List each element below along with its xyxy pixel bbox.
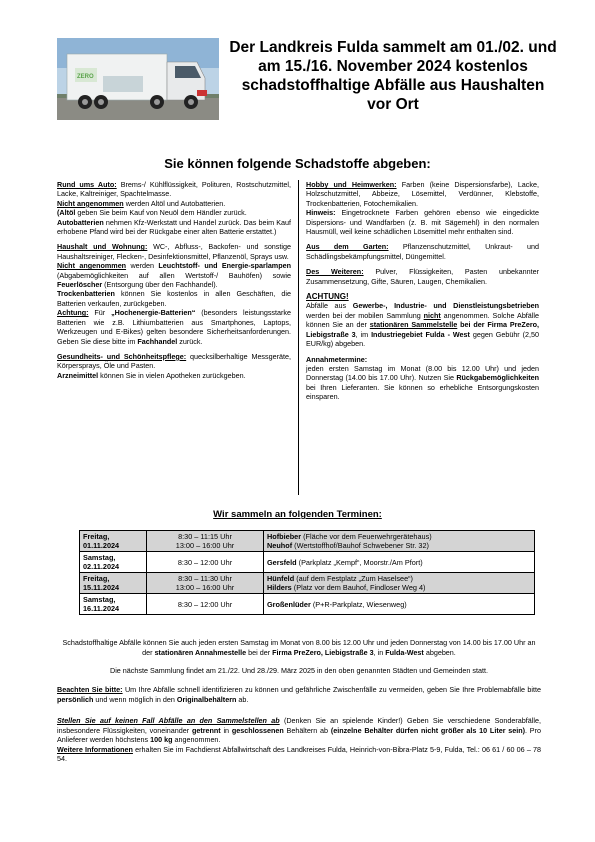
- schedule-time: [147, 531, 264, 552]
- left-column: [57, 180, 291, 380]
- schedule-date: [80, 594, 147, 615]
- achtung-heading: ACHTUNG!: [306, 292, 349, 302]
- schedule-place-name: Hilders: [267, 583, 292, 592]
- arznei-paragraph: [57, 371, 291, 380]
- truck-logo-text: ZERO: [77, 74, 94, 80]
- auto-note: [57, 208, 291, 236]
- schedule-time: [147, 594, 264, 615]
- bottom-p1-5: , in: [373, 647, 386, 657]
- schedule-place: [264, 552, 535, 573]
- stellen-3: in: [220, 725, 232, 735]
- schedule-place-detail: (auf dem Festplatz „Zum Haselsee“): [294, 574, 413, 583]
- schedule-date-value: 16.11.2024: [83, 604, 120, 613]
- bottom-p1-4: Firma PreZero, Liebigstraße 3: [272, 647, 374, 657]
- bottom-paragraph-2: [57, 666, 541, 676]
- stellen-label: Stellen Sie auf keinen Fall Abfälle an den Sammelstellen ab: [57, 716, 280, 725]
- auto-paragraph: [57, 180, 291, 199]
- schedule-time-value: 13:00 – 16:00 Uhr: [175, 541, 235, 550]
- hinweis-label: Hinweis:: [306, 208, 336, 218]
- weiteres-paragraph: [306, 267, 539, 286]
- schedule-time: [147, 573, 264, 594]
- hobby-label: Hobby und Heimwerken:: [306, 180, 397, 189]
- schedule-place: [264, 573, 535, 594]
- hinweis-paragraph: [306, 208, 539, 236]
- schedule-date-value: 15.11.2024: [83, 583, 120, 592]
- haus-no-label: Nicht angenommen: [57, 261, 127, 271]
- truck-photo: [57, 38, 219, 120]
- bottom-p1-7: abgeben.: [423, 647, 456, 657]
- schedule-row: [80, 531, 535, 552]
- schedule-place-name: Hofbieber: [267, 532, 302, 541]
- achtung-head: [306, 292, 539, 301]
- annahme-text-3: bei Ihren Lieferanten. Sie können so erhebliche Entsorgungskosten einsparen.: [306, 382, 539, 402]
- haus-text: WC-, Abfluss-, Backofen- und sonstige Haushaltsreiniger, Flecken-, Desinfektionsmittel, Pflanzenöl, Sprays usw.: [57, 242, 291, 261]
- schedule-time-value: 8:30 – 11:30 Uhr: [178, 574, 232, 583]
- arznei-text: können Sie in vielen Apotheken zurückgeben.: [98, 370, 246, 380]
- gesund-label: Gesundheits- und Schönheitspflege:: [57, 351, 187, 361]
- haus-paragraph: [57, 242, 291, 261]
- beachten-2: persönlich: [57, 694, 94, 704]
- auto-note-4: nehmen Kfz-Werkstatt und Handel zurück. Das beim Kauf erhobene Pfand wird bei der Rückgabe einer alten Batterie erstattet.): [57, 217, 291, 237]
- beachten-1: Um Ihre Abfälle schnell identifizieren zu können und gefährliche Zwischenfälle zu vermeiden, geben Sie Ihre Problemabfälle bitte: [122, 685, 541, 694]
- achtung-text-1: Für: [88, 308, 112, 318]
- stellen-1: (Denken Sie an spielende Kinder!) Geben Sie verschiedene Sonderabfälle, insbesondere Flüssigkeiten, voneinander: [57, 716, 541, 735]
- commercial-text-9: Industriegebiet Fulda - West: [371, 329, 470, 339]
- bottom-paragraph-4: [57, 716, 541, 764]
- gesund-text: quecksilberhaltige Messgeräte, Körpersprays, Öle und Pasten.: [57, 351, 291, 371]
- achtung-paragraph: [57, 308, 291, 346]
- commercial-text-2: Gewerbe-, Industrie- und Dienstleistungsbetrieben: [352, 301, 540, 311]
- schedule-day: Freitag,: [83, 574, 110, 583]
- haus-no-text-5: (Entsorgung über den Fachhandel).: [102, 280, 218, 290]
- batt-paragraph: [57, 289, 291, 308]
- beachten-3: und wenn möglich in den: [93, 694, 177, 704]
- arznei-label: Arzneimittel: [57, 370, 99, 380]
- schedule-date: [80, 573, 147, 594]
- schedule-time-value: 13:00 – 16:00 Uhr: [175, 583, 235, 592]
- right-column: [306, 180, 539, 402]
- schedule-date: [80, 531, 147, 552]
- schedule-row: [80, 594, 535, 615]
- achtung-text-3: (besonders leistungsstarke Batterien wie z.B. Lithiumbatterien aus Smartphones, Laptops, Werkzeugen und E-Bikes) gelten besondere Sicherheitsanforderungen. Geben Sie diese bitte im: [57, 308, 291, 346]
- next-collection: Die nächste Sammlung findet am 21./22. Und 28./29. März 2025 in den oben genannten Städten und Gemeinden statt.: [110, 666, 488, 675]
- garten-label: Aus dem Garten:: [306, 242, 389, 252]
- bottom-p1-1: Schadstoffhaltige Abfälle können Sie auch jeden ersten Samstag im Monat von 8.00 bis 12.00 Uhr und jeden Donnerstag von 14.00 bis 17.00 Uhr an der: [62, 638, 536, 657]
- batt-label: Trockenbatterien: [57, 289, 115, 299]
- schedule-place-detail: (Wertstoffhof/Bauhof Schwebener Str. 32): [292, 541, 429, 550]
- schedule-date-value: 02.11.2024: [83, 562, 120, 571]
- schedule-place: [264, 594, 535, 615]
- schedule-place-detail: (P+R-Parkplatz, Wiesenweg): [310, 599, 407, 609]
- beachten-5: ab.: [236, 694, 249, 704]
- weiteres-label: Des Weiteren:: [306, 267, 364, 277]
- stellen-7: . Pro Anlieferer werden höchstens: [57, 725, 541, 745]
- page-title: Der Landkreis Fulda sammelt am 01./02. und am 15./16. November 2024 kostenlos schadstoffhaltige Abfälle aus Haushalten vor Ort: [229, 39, 557, 113]
- beachten-label: Beachten Sie bitte:: [57, 685, 123, 694]
- beachten-4: Originalbehältern: [176, 694, 237, 704]
- commercial-text-7: bei der Firma PreZero, Liebigstraße 3: [306, 320, 539, 339]
- stellen-9: angenommen.: [172, 735, 221, 745]
- schedule-date: [80, 552, 147, 573]
- bottom-paragraph-3: [57, 685, 541, 704]
- haus-no-text-1: werden: [126, 261, 159, 271]
- section-subtitle: Sie können folgende Schadstoffe abgeben:: [164, 156, 431, 171]
- auto-note-1: (Altöl: [57, 208, 76, 218]
- schedule-place-name: Hünfeld: [267, 574, 295, 583]
- commercial-text-6: stationären Sammelstelle: [369, 320, 458, 330]
- schedule-time-value: 8:30 – 11:15 Uhr: [178, 532, 232, 541]
- schedule-day: Samstag,: [83, 553, 116, 562]
- schedule-heading: Wir sammeln an folgenden Terminen:: [213, 509, 382, 520]
- gesund-paragraph: [57, 352, 291, 371]
- stellen-4: geschlossenen: [231, 725, 284, 735]
- garten-paragraph: [306, 242, 539, 261]
- auto-note-3: Autobatterien: [57, 217, 104, 227]
- bottom-paragraph-1: [57, 638, 541, 657]
- annahme-heading: Annahmetermine:: [306, 354, 368, 364]
- commercial-text-3: werden bei der mobilen Sammlung: [306, 310, 424, 320]
- hobby-text: Farben (keine Dispersionsfarbe), Lacke, Holzschutzmittel, Abbeize, Lösemittel, Verdünner, Klebstoffe, Trockenbatterien, Fotochemikalien.: [306, 180, 539, 208]
- annahme-paragraph: [306, 364, 539, 402]
- annahme-text-2: Rückgabemöglichkeiten: [456, 373, 539, 383]
- schedule-time-value: 8:30 – 12:00 Uhr: [177, 557, 233, 567]
- schedule-place: [264, 531, 535, 552]
- auto-no-label: Nicht angenommen: [57, 198, 124, 208]
- schedule-date-value: 01.11.2024: [83, 541, 120, 550]
- schedule-row: [80, 552, 535, 573]
- haus-not-accepted: [57, 261, 291, 289]
- schedule-table: [79, 530, 535, 615]
- garten-text: Pflanzenschutzmittel, Unkraut- und Schädlingsbekämpfungsmittel, Düngemittel.: [306, 242, 539, 261]
- weiteres-text: Pulver, Flüssigkeiten, Pasten unbekannter Zusammensetzung, Gifte, Säuren, Laugen, Chemikalien.: [306, 267, 539, 286]
- haus-no-text-3: (Abgabemöglichkeiten auf allen Wertstoff-/ Bauhöfen) sowie: [57, 270, 291, 280]
- info-label: Weitere Informationen: [57, 744, 133, 754]
- annahme-head: [306, 355, 539, 364]
- haus-no-text-2: Leuchtstoff- und Energie-sparlampen: [158, 261, 291, 271]
- column-divider: [298, 180, 299, 495]
- auto-no-text: werden Altöl und Autobatterien.: [123, 198, 226, 208]
- haus-label: Haushalt und Wohnung:: [57, 242, 148, 252]
- schedule-row: [80, 573, 535, 594]
- commercial-text-5: angenommen. Solche Abfälle können Sie an der: [306, 310, 539, 330]
- schedule-place-name: Neuhof: [267, 541, 293, 550]
- schedule-time-value: 8:30 – 12:00 Uhr: [177, 599, 233, 609]
- bottom-p1-2: stationären Annahmestelle: [154, 647, 247, 657]
- commercial-text-1: Abfälle aus: [306, 301, 353, 311]
- stellen-8: 100 kg: [150, 735, 173, 745]
- schedule-time: [147, 552, 264, 573]
- schedule-place-name: Großenlüder: [267, 599, 311, 609]
- achtung-text-5: zurück.: [177, 336, 203, 346]
- commercial-text-10: gegen Gebühr (2,50 EUR/kg) abgeben.: [306, 329, 540, 349]
- auto-note-2: geben Sie beim Kauf von Neuöl dem Händler zurück.: [75, 208, 247, 218]
- auto-label: Rund ums Auto:: [57, 180, 117, 189]
- commercial-text-8: , im: [355, 329, 372, 339]
- info-text: erhalten Sie im Fachdienst Abfallwirtschaft des Landkreises Fulda, Heinrich-von-Bibra-Platz 5-9, Fulda, Tel.: 06 61 / 60 06 – 78 54.: [57, 744, 541, 764]
- achtung-text-2: „Hochenergie-Batterien“: [111, 308, 196, 318]
- bottom-p1-6: Fulda-West: [385, 647, 424, 657]
- achtung-label: Achtung:: [57, 308, 89, 318]
- auto-text: Brems-/ Kühlflüssigkeit, Polituren, Rostschutzmittel, Lacke, Kaltreiniger, Spachtelmasse.: [57, 180, 291, 199]
- commercial-text-4: nicht: [423, 310, 441, 320]
- schedule-day: Freitag,: [83, 532, 110, 541]
- stellen-6: (einzelne Behälter dürfen nicht größer als 10 Liter sein): [330, 725, 526, 735]
- annahme-text-1: jeden ersten Samstag im Monat (8.00 bis 12.00 Uhr) und jeden Donnerstag (14.00 bis 17.00 Uhr). Nutzen Sie: [306, 363, 539, 383]
- stellen-5: Behältern ab: [283, 725, 331, 735]
- auto-not-accepted: [57, 199, 291, 208]
- commercial-paragraph: [306, 301, 539, 348]
- achtung-text-4: Fachhandel: [137, 336, 178, 346]
- schedule-place-detail: (Parkplatz „Kempf“, Moorstr./Am Pfort): [296, 557, 423, 567]
- batt-text: können Sie kostenlos in allen Geschäften, die Batterien verkaufen, zurückgeben.: [57, 289, 291, 308]
- schedule-day: Samstag,: [83, 595, 116, 604]
- bottom-p1-3: bei der: [246, 647, 273, 657]
- hinweis-text: Eingetrocknete Farben gehören ebenso wie eingedickte Dispersions- und Wandfarben (z. B. mit Sägemehl) in den normalen Hausmüll, weil keine schädlichen Lösemittel mehr enthalten sind.: [306, 208, 539, 237]
- stellen-2: getrennt: [191, 725, 221, 735]
- schedule-place-name: Gersfeld: [267, 557, 297, 567]
- schedule-place-detail: (Fläche vor dem Feuerwehrgerätehaus): [301, 532, 432, 541]
- schedule-place-detail: (Platz vor dem Bauhof, Findloser Weg 4): [291, 583, 426, 592]
- haus-no-text-4: Feuerlöscher: [57, 280, 103, 290]
- hobby-paragraph: [306, 180, 539, 208]
